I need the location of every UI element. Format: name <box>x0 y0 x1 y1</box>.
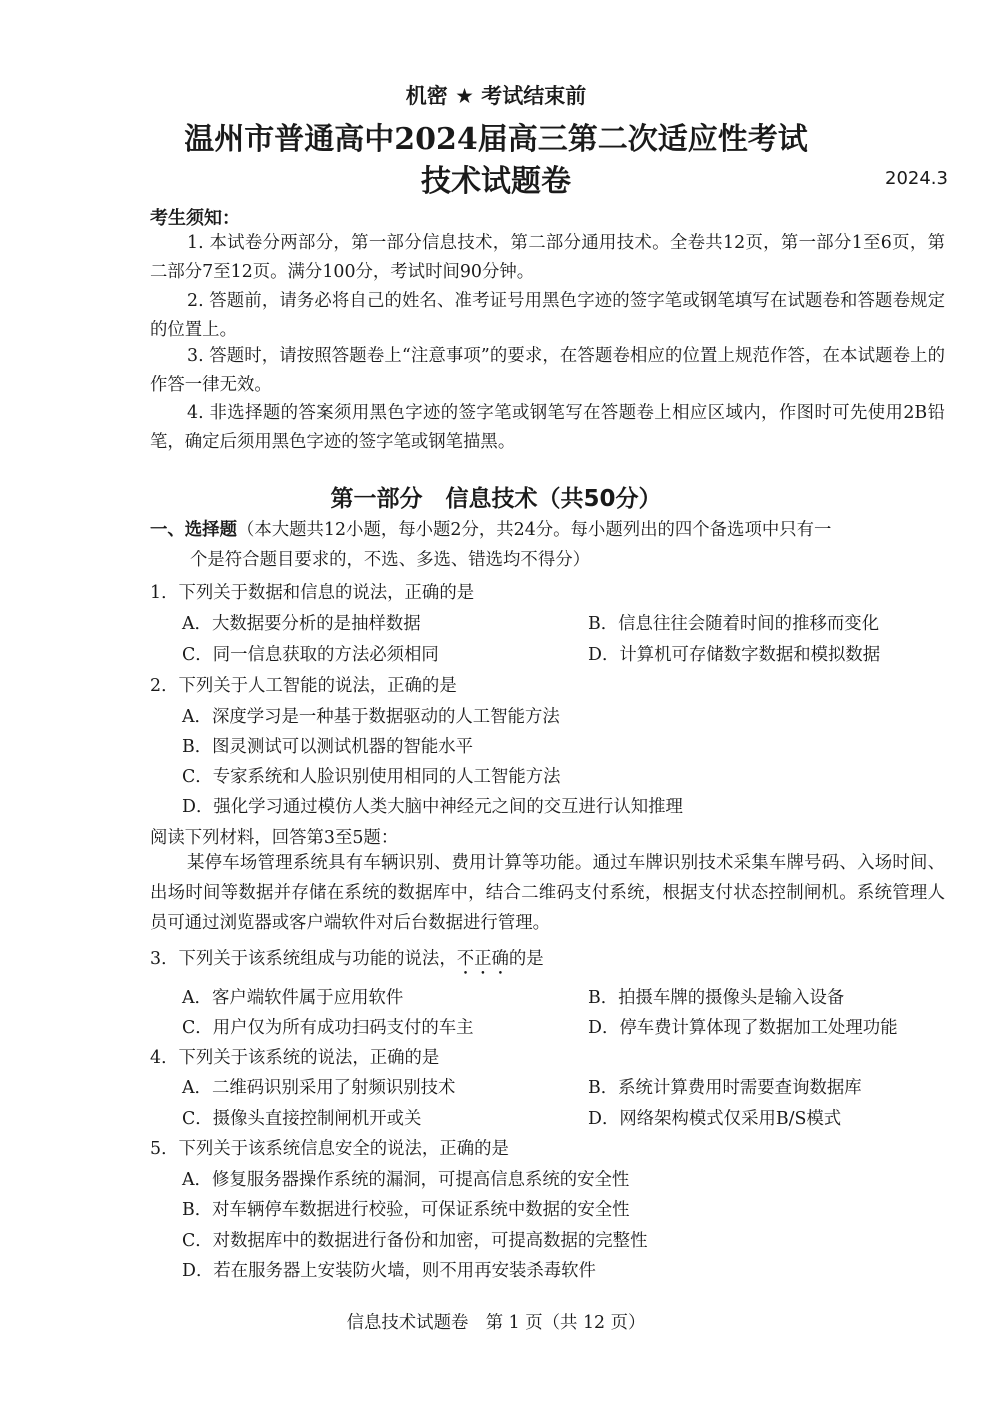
question-2-stem: 2．下列关于人工智能的说法，正确的是 <box>150 676 457 696</box>
notice-item-2: 2. 答题前，请务必将自己的姓名、准考证号用黑色字迹的签字笔或钢笔填写在试题卷和答题卷规定的位置上。 <box>150 291 945 340</box>
exam-date: 2024.3 <box>885 168 948 189</box>
material-text: 某停车场管理系统具有车辆识别、费用计算等功能。通过车牌识别技术采集车牌号码、入场时间、出场时间等数据并存储在系统的数据库中，结合二维码支付系统，根据支付状态控制闸机。系统管理人员可通过浏览器或客户端软件对后台数据进行管理。 <box>150 853 945 933</box>
question-2-option-c: C．专家系统和人脸识别使用相同的人工智能方法 <box>182 767 561 787</box>
question-2-option-d: D．强化学习通过模仿人类大脑中神经元之间的交互进行认知推理 <box>182 797 683 817</box>
question-5-stem: 5．下列关于该系统信息安全的说法，正确的是 <box>150 1139 509 1159</box>
question-3-stem-pre: 3．下列关于该系统组成与功能的说法， <box>150 949 457 969</box>
instruction-line-1: （本大题共12小题，每小题2分，共24分。每小题列出的四个备选项中只有一 <box>236 520 832 540</box>
question-3-stem-post: 的是 <box>508 949 544 969</box>
question-1-stem: 1．下列关于数据和信息的说法，正确的是 <box>150 583 475 603</box>
material-intro: 阅读下列材料，回答第3至5题： <box>150 828 399 848</box>
question-5-option-a: A．修复服务器操作系统的漏洞，可提高信息系统的安全性 <box>182 1170 630 1190</box>
question-1-option-b: B．信息往往会随着时间的推移而变化 <box>588 614 880 634</box>
question-3-stem <box>150 944 544 979</box>
question-3-option-a: A．客户端软件属于应用软件 <box>182 988 404 1008</box>
confidential-label: 机密 ★ 考试结束前 <box>405 84 587 108</box>
question-1-option-d: D．计算机可存储数字数据和模拟数据 <box>588 645 881 665</box>
question-3-option-d: D．停车费计算体现了数据加工处理功能 <box>588 1018 898 1038</box>
question-2-option-a: A．深度学习是一种基于数据驱动的人工智能方法 <box>182 707 560 727</box>
question-5-option-b: B．对车辆停车数据进行校验，可保证系统中数据的安全性 <box>182 1200 630 1220</box>
page-footer: 信息技术试题卷 第 1 页（共 12 页） <box>346 1313 646 1333</box>
part-label: 一、选择题 <box>150 520 237 540</box>
instruction-line-2: 个是符合题目要求的，不选、多选、错选均不得分） <box>190 550 590 570</box>
notice-heading: 考生须知： <box>150 208 240 229</box>
notice-item-4: 4. 非选择题的答案须用黑色字迹的签字笔或钢笔写在答题卷上相应区域内，作图时可先使用2B铅笔，确定后须用黑色字迹的签字笔或钢笔描黑。 <box>150 403 945 452</box>
question-1-option-a: A．大数据要分析的是抽样数据 <box>182 614 421 634</box>
question-2-option-b: B．图灵测试可以测试机器的智能水平 <box>182 737 474 757</box>
question-4-option-b: B．系统计算费用时需要查询数据库 <box>588 1078 862 1098</box>
section-title: 第一部分 信息技术（共50分） <box>330 486 662 512</box>
question-4-option-a: A．二维码识别采用了射频识别技术 <box>182 1078 456 1098</box>
question-3-option-b: B．拍摄车牌的摄像头是输入设备 <box>588 988 845 1008</box>
question-5-option-d: D．若在服务器上安装防火墙，则不用再安装杀毒软件 <box>182 1261 596 1281</box>
question-3-stem-emphasis: 不正确 <box>456 949 509 969</box>
question-4-stem: 4．下列关于该系统的说法，正确的是 <box>150 1048 440 1068</box>
exam-subtitle: 技术试题卷 <box>421 164 571 199</box>
question-4-option-d: D．网络架构模式仅采用B/S模式 <box>588 1109 842 1129</box>
question-1-option-c: C．同一信息获取的方法必须相同 <box>182 645 439 665</box>
notice-item-1: 1. 本试卷分两部分，第一部分信息技术，第二部分通用技术。全卷共12页，第一部分1至6页，第二部分7至12页。满分100分，考试时间90分钟。 <box>150 233 945 282</box>
notice-item-3: 3. 答题时，请按照答题卷上“注意事项”的要求，在答题卷相应的位置上规范作答，在本试题卷上的作答一律无效。 <box>150 346 945 395</box>
question-4-option-c: C．摄像头直接控制闸机开或关 <box>182 1109 422 1129</box>
question-5-option-c: C．对数据库中的数据进行备份和加密，可提高数据的完整性 <box>182 1231 648 1251</box>
section-instruction <box>150 515 950 575</box>
exam-title: 温州市普通高中2024届高三第二次适应性考试 <box>184 122 808 157</box>
question-3-option-c: C．用户仅为所有成功扫码支付的车主 <box>182 1018 474 1038</box>
